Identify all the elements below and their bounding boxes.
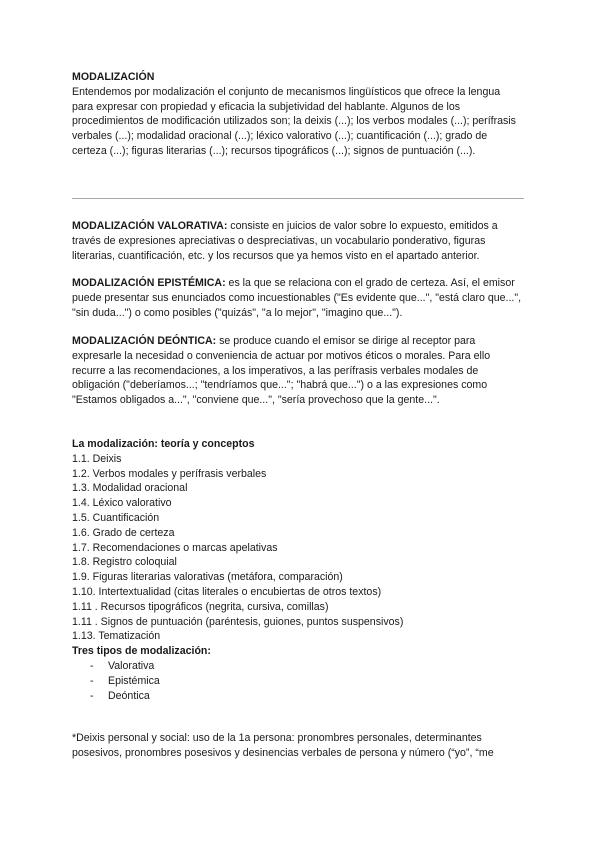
- list-item: 1.10. Intertextualidad (citas literales o encubiertas de otros textos): [72, 585, 382, 598]
- type-label: Deóntica: [108, 689, 150, 702]
- deontica-paragraph: [72, 334, 524, 408]
- footnote-section: [72, 731, 524, 761]
- epistemica-label: MODALIZACIÓN EPISTÉMICA:: [72, 277, 226, 289]
- outline-section: [72, 437, 524, 703]
- epistemica-section: [72, 276, 524, 320]
- outline-heading: La modalización: teoría y conceptos: [72, 438, 255, 450]
- intro-section: [72, 70, 524, 159]
- type-label: Valorativa: [108, 659, 155, 672]
- list-item: 1.8. Registro coloquial: [72, 556, 177, 569]
- valorativa-label: MODALIZACIÓN VALORATIVA:: [72, 220, 228, 232]
- type-item: [90, 659, 524, 674]
- deontica-text: se produce cuando el emisor se dirige al receptor para expresarle la necesidad o conveniencia de actuar por motivos éticos o morales. Para ello recurre a las recomendaciones, a los imperativos, a las perífrasis verbales modales de obligación ("deberíamos...; "tendríamos que..."; "habrá que...") o a las expresiones como "Estamos obligados a...", "conviene que...", "sería provechoso que la gente...".: [72, 335, 491, 407]
- type-item: [90, 674, 524, 689]
- dash-bullet: -: [90, 689, 94, 702]
- page-title: MODALIZACIÓN: [72, 71, 155, 83]
- list-item: 1.4. Léxico valorativo: [72, 497, 172, 510]
- deontica-label: MODALIZACIÓN DEÓNTICA:: [72, 335, 217, 347]
- types-list: [90, 659, 524, 703]
- list-item: 1.11 . Signos de puntuación (paréntesis, guiones, puntos suspensivos): [72, 615, 404, 628]
- dash-bullet: -: [90, 674, 94, 687]
- list-item: 1.13. Tematización: [72, 630, 161, 643]
- list-item: 1.3. Modalidad oracional: [72, 482, 188, 495]
- section-divider: [72, 198, 524, 199]
- valorativa-text: consiste en juicios de valor sobre lo expuesto, emitidos a través de expresiones apreciativas o despreciativas, un vocabulario ponderativo, figuras literarias, cuantificación, etc. y los recursos que ya hemos visto en el apartado anterior.: [72, 220, 498, 262]
- epistemica-text: es la que se relaciona con el grado de certeza. Así, el emisor puede presentar sus enunciados como incuestionables ("Es evidente que...", "está claro que...", "sin duda...") o como posibles ("quizás", "a lo mejor", "imagino que...").: [72, 277, 522, 319]
- deontica-section: [72, 334, 524, 408]
- footnote-paragraph: *Deixis personal y social: uso de la 1a persona: pronombres personales, determinantes posesivos, pronombres posesivos y desinencias verbales de persona y número (“yo”, “me: [72, 732, 494, 759]
- valorativa-paragraph: [72, 219, 524, 263]
- type-item: [90, 689, 524, 704]
- list-item: 1.7. Recomendaciones o marcas apelativas: [72, 541, 278, 554]
- list-item: 1.2. Verbos modales y perífrasis verbales: [72, 467, 267, 480]
- types-heading: Tres tipos de modalización:: [72, 645, 211, 658]
- list-item: 1.6. Grado de certeza: [72, 526, 175, 539]
- list-item: 1.5. Cuantificación: [72, 511, 160, 524]
- type-label: Epistémica: [108, 674, 160, 687]
- list-item: 1.9. Figuras literarias valorativas (metáfora, comparación): [72, 571, 343, 584]
- list-item: 1.1. Deixis: [72, 452, 122, 465]
- valorativa-section: [72, 219, 524, 263]
- intro-paragraph: Entendemos por modalización el conjunto de mecanismos lingüísticos que ofrece la lengua para expresar con propiedad y eficacia la subjetividad del hablante. Algunos de los procedimientos de modificación utilizados son; la deixis (...); los verbos modales (...); perífrasis verbales (...); modalidad oracional (...); léxico valorativo (...); cuantificación (...); grado de certeza (...); figuras literarias (...); recursos tipográficos (...); signos de puntuación (...).: [72, 85, 516, 157]
- list-item: 1.11 . Recursos tipográficos (negrita, cursiva, comillas): [72, 600, 329, 613]
- dash-bullet: -: [90, 659, 94, 672]
- epistemica-paragraph: [72, 276, 524, 320]
